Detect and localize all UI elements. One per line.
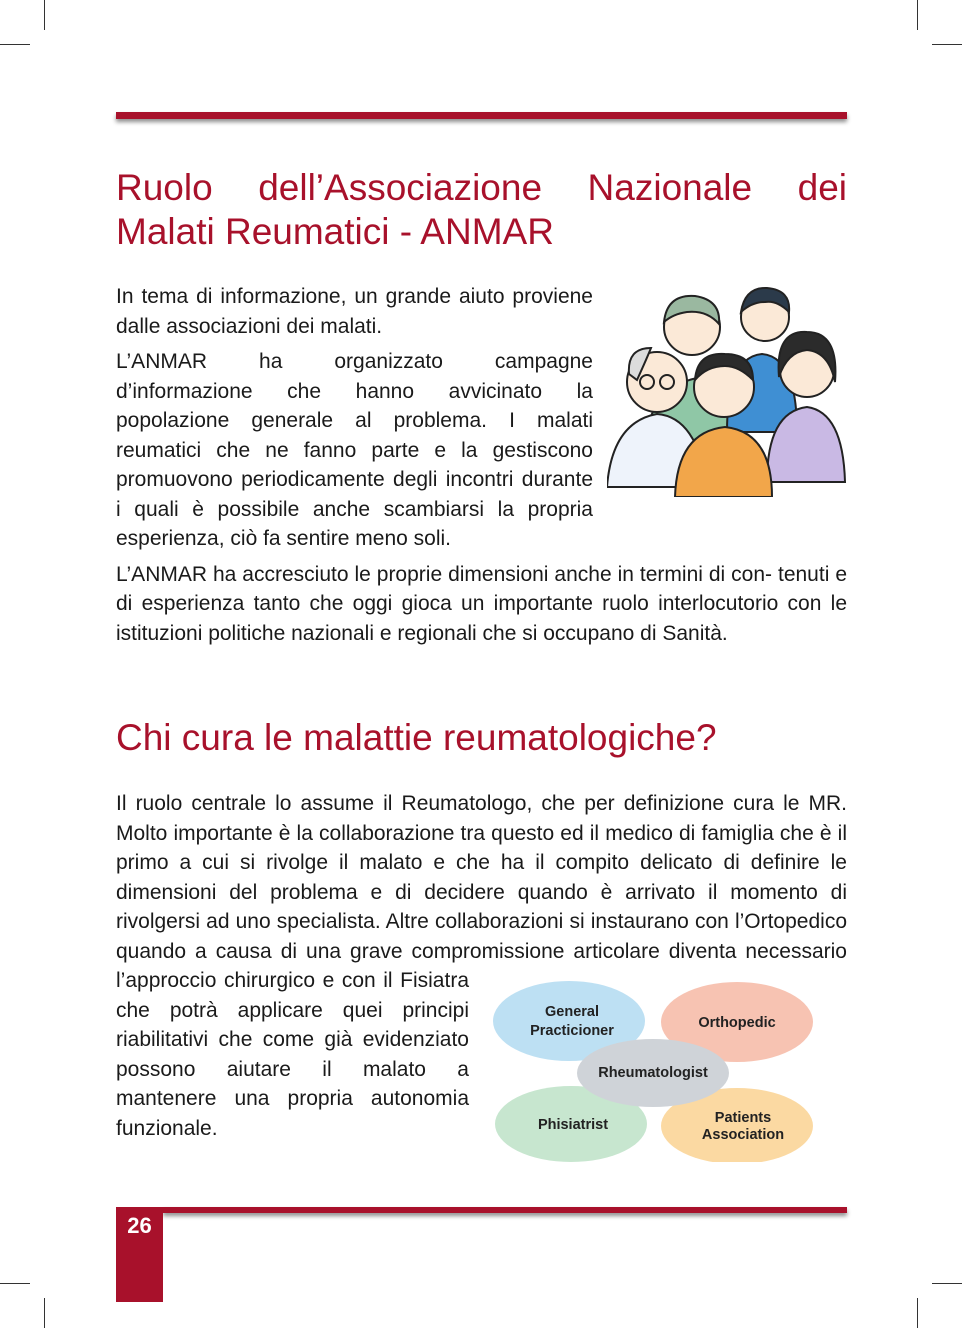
people-group-illustration xyxy=(607,282,847,497)
crop-mark xyxy=(932,44,962,45)
who-treats-paragraph: Il ruolo centrale lo assume il Reumatologo, che per definizione cura le MR. Molto importante è la collaborazione tra questo ed il medico di famiglia che è il primo a cui si rivolge il malato e che ha il compito delicato di definire le dimensioni del problema e di decidere quando è arrivato il momento di rivolgersi ad uno specialista. Altre collaborazioni si instaurano con l’Ortopedico quando a causa di una grave compromissione articolare diventa necessario l’approccio chirurgico e con il Fisiatra che potrà applicare quei principi riabilitativi che come già evidenziato possono aiutare il malato a mantenere una propria autonomia funzionale. xyxy=(116,792,847,1140)
crop-mark xyxy=(44,1298,45,1328)
anmar-paragraph-3: L’ANMAR ha accresciuto le proprie dimensioni anche in termini di con- tenuti e di esperienza tanto che oggi gioca un importante ruolo interlocutorio con le istituzioni politiche nazionali e regionali che si occupano di Sanità. xyxy=(116,562,847,645)
rheumatologist-label: Rheumatologist xyxy=(598,1065,708,1081)
crop-mark xyxy=(932,1283,962,1284)
anmar-paragraph-2: L’ANMAR ha organizzato campagne d’informazione che hanno avvicinato la popolazione generale al problema. I malati reumatici che ne fanno parte e la gestiscono promuovono periodicamente degli incontri durante i quali è possibile anche scambiarsi la propria esperienza, ciò fa sentire meno soli. xyxy=(116,350,593,550)
section-title-anmar: Ruolo dell’Associazione Nazionale dei Malati Reumatici - ANMAR xyxy=(116,167,847,252)
patients-association-label-2: Association xyxy=(701,1127,785,1143)
page-number-tab xyxy=(116,1207,163,1302)
section-who-treats-body xyxy=(116,789,847,1162)
general-practitioner-label-1: General xyxy=(545,1004,599,1020)
general-practitioner-label-2: Practicioner xyxy=(530,1023,614,1039)
footer-rule xyxy=(163,1207,847,1213)
header-rule xyxy=(116,112,847,119)
crop-mark xyxy=(0,1283,30,1284)
crop-mark xyxy=(44,0,45,30)
phisiatrist-label: Phisiatrist xyxy=(537,1117,609,1133)
crop-mark xyxy=(0,44,30,45)
section-title-who-treats: Chi cura le malattie reumatologiche? xyxy=(116,717,717,758)
crop-mark xyxy=(917,0,918,30)
section-anmar-body xyxy=(116,282,847,654)
patients-association-label-1: Patients xyxy=(714,1110,772,1126)
anmar-paragraph-1: In tema di informazione, un grande aiuto proviene dalle associazioni dei malati. xyxy=(116,285,593,338)
orthopedic-label: Orthopedic xyxy=(698,1015,776,1031)
care-team-diagram xyxy=(493,976,847,1162)
page-number: 26 xyxy=(127,1213,152,1238)
crop-mark xyxy=(917,1298,918,1328)
